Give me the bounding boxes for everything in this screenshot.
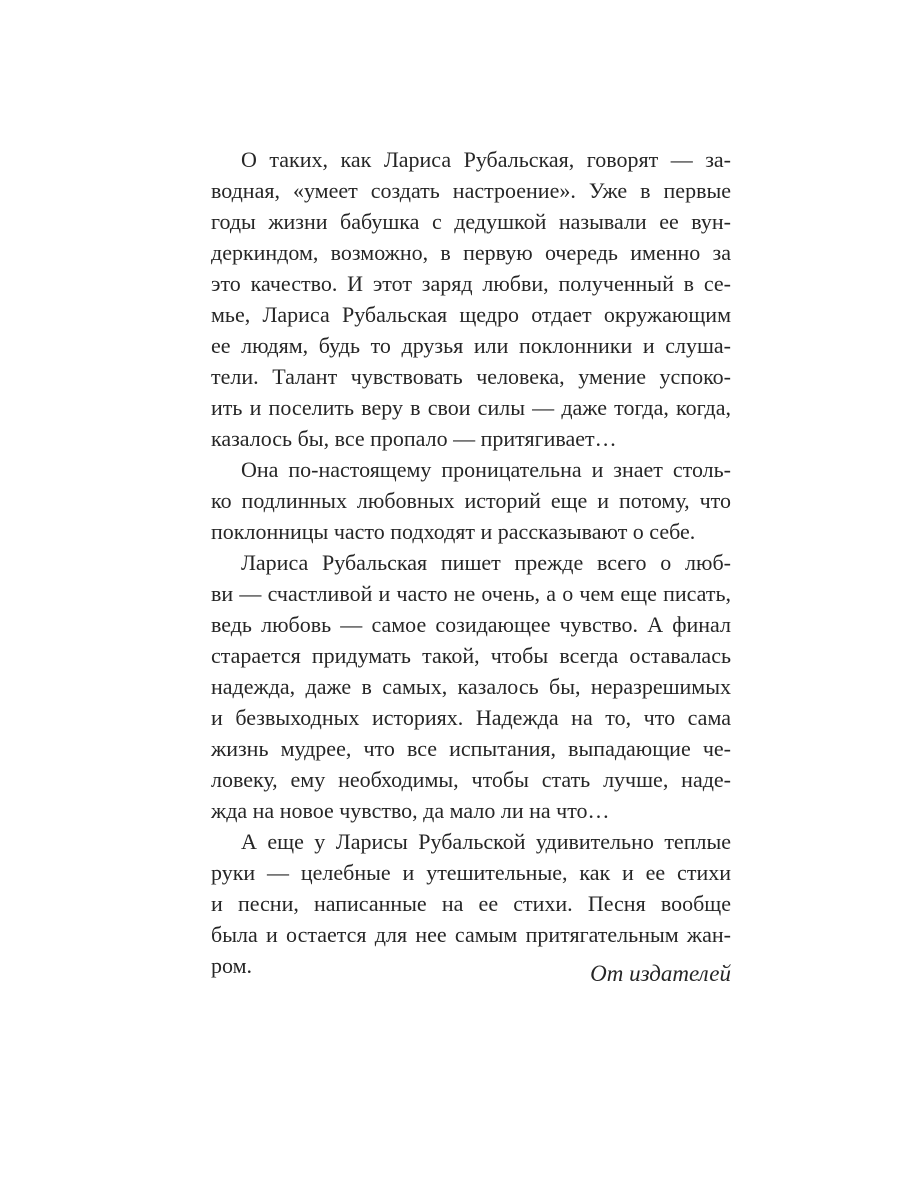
text-line: ко подлинных любовных историй еще и потому, что xyxy=(211,488,731,513)
text-line: ить и поселить веру в свои силы — даже тогда, когда, xyxy=(211,395,731,420)
body-text xyxy=(211,144,731,981)
text-line: руки — целебные и утешительные, как и ее стихи xyxy=(211,860,731,885)
paragraph-3 xyxy=(211,547,731,826)
text-line: жда на новое чувство, да мало ли на что… xyxy=(211,798,610,823)
text-line: ром. xyxy=(211,953,253,978)
text-line: водная, «умеет создать настроение». Уже в первые xyxy=(211,178,731,203)
text-line: деркиндом, возможно, в первую очередь именно за xyxy=(211,240,731,265)
text-line: казалось бы, все пропало — притягивает… xyxy=(211,426,617,451)
text-line: и песни, написанные на ее стихи. Песня вообще xyxy=(211,891,731,916)
text-line: старается придумать такой, чтобы всегда оставалась xyxy=(211,643,731,668)
paragraph-1 xyxy=(211,144,731,454)
text-line: годы жизни бабушка с дедушкой называли ее вун- xyxy=(211,209,731,234)
text-line: ловеку, ему необходимы, чтобы стать лучше, наде- xyxy=(211,767,731,792)
text-line: жизнь мудрее, что все испытания, выпадающие че- xyxy=(211,736,731,761)
text-line: О таких, как Лариса Рубальская, говорят — за- xyxy=(241,147,731,172)
text-line: А еще у Ларисы Рубальской удивительно теплые xyxy=(241,829,731,854)
text-line: мье, Лариса Рубальская щедро отдает окружающим xyxy=(211,302,731,327)
text-line: и безвыходных историях. Надежда на то, что сама xyxy=(211,705,731,730)
text-line: это качество. И этот заряд любви, полученный в се- xyxy=(211,271,731,296)
text-line: ви — счастливой и часто не очень, а о чем еще писать, xyxy=(211,581,731,606)
text-line: надежда, даже в самых, казалось бы, неразрешимых xyxy=(211,674,731,699)
text-line: Она по-настоящему проницательна и знает столь- xyxy=(241,457,731,482)
paragraph-2 xyxy=(211,454,731,547)
text-line: была и остается для нее самым притягательным жан- xyxy=(211,922,731,947)
text-line: ведь любовь — самое созидающее чувство. А финал xyxy=(211,612,731,637)
text-line: тели. Талант чувствовать человека, умение успоко- xyxy=(211,364,731,389)
text-line: ее людям, будь то друзья или поклонники и слуша- xyxy=(211,333,731,358)
text-line: поклонницы часто подходят и рассказывают о себе. xyxy=(211,519,696,544)
signature: От издателей xyxy=(590,961,731,986)
text-line: Лариса Рубальская пишет прежде всего о люб- xyxy=(241,550,731,575)
